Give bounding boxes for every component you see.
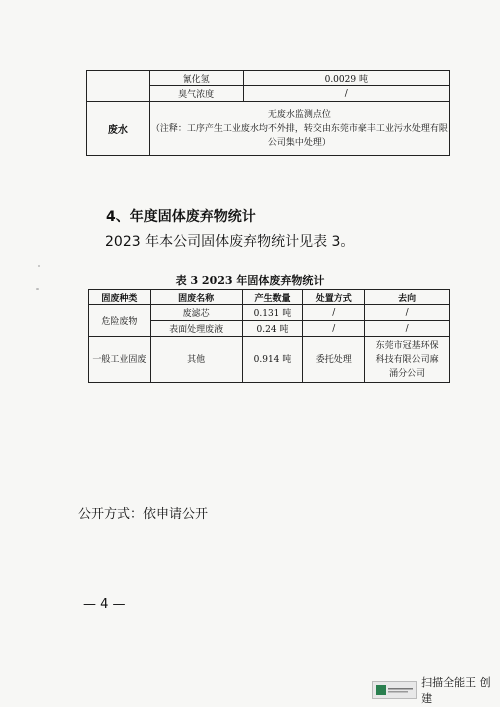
- waste-type: 一般工业固废: [89, 337, 151, 383]
- destination: /: [365, 305, 450, 321]
- scan-speck: [38, 265, 40, 267]
- emissions-table: [86, 70, 450, 156]
- column-header: 处置方式: [303, 290, 365, 305]
- waste-name: 表面处理废液: [150, 321, 242, 337]
- waste-type: 危险废物: [89, 305, 151, 337]
- solid-waste-table: [88, 289, 450, 383]
- pollutant-value: /: [243, 86, 449, 102]
- section-body: 2023 年本公司固体废弃物统计见表 3。: [105, 234, 355, 250]
- table-row: [87, 71, 450, 86]
- column-header: 固废名称: [150, 290, 242, 305]
- section-heading: 4、年度固体废弃物统计: [106, 209, 256, 225]
- note-line: （注释：工序产生工业废水均不外排，转交由东莞市豪丰工业污水处理有限: [150, 123, 448, 134]
- table-row: [87, 102, 450, 156]
- note-line: 公司集中处理）: [267, 137, 331, 148]
- pollutant-value: 0.0029 吨: [243, 71, 449, 86]
- destination-line: 科技有限公司麻: [375, 354, 439, 365]
- waste-amount: 0.131 吨: [242, 305, 303, 321]
- disposal-method: /: [303, 305, 365, 321]
- table-row: [89, 305, 450, 321]
- waste-amount: 0.24 吨: [242, 321, 303, 337]
- waste-name: 其他: [150, 337, 242, 383]
- table-caption: 表 3 2023 年固体废弃物统计: [175, 274, 325, 287]
- page-number: — 4 —: [83, 597, 126, 612]
- camscanner-logo-icon: [375, 684, 415, 696]
- waste-amount: 0.914 吨: [242, 337, 303, 383]
- table-header-row: [89, 290, 450, 305]
- waste-name: 废滤芯: [150, 305, 242, 321]
- column-header: 产生数量: [242, 290, 303, 305]
- table-row: [89, 337, 450, 383]
- destination: [365, 337, 450, 383]
- destination-line: 东莞市冠基环保: [375, 340, 439, 351]
- scanner-watermark: [372, 676, 500, 705]
- wastewater-note: [149, 102, 449, 156]
- destination: /: [365, 321, 450, 337]
- table-cell-empty: [87, 71, 150, 102]
- watermark-text: 扫描全能王 创建: [421, 676, 491, 705]
- scan-speck: [36, 288, 39, 290]
- camscanner-logo: [372, 681, 417, 699]
- note-line: 无废水监测点位: [267, 109, 331, 120]
- disposal-method: 委托处理: [303, 337, 365, 383]
- disclosure-method: 公开方式：依申请公开: [78, 507, 209, 522]
- category-label: 废水: [87, 102, 150, 156]
- destination-line: 涌分公司: [389, 368, 426, 379]
- disposal-method: /: [303, 321, 365, 337]
- pollutant-label: 氰化氢: [149, 71, 243, 86]
- pollutant-label: 臭气浓度: [149, 86, 243, 102]
- column-header: 去向: [365, 290, 450, 305]
- column-header: 固废种类: [89, 290, 151, 305]
